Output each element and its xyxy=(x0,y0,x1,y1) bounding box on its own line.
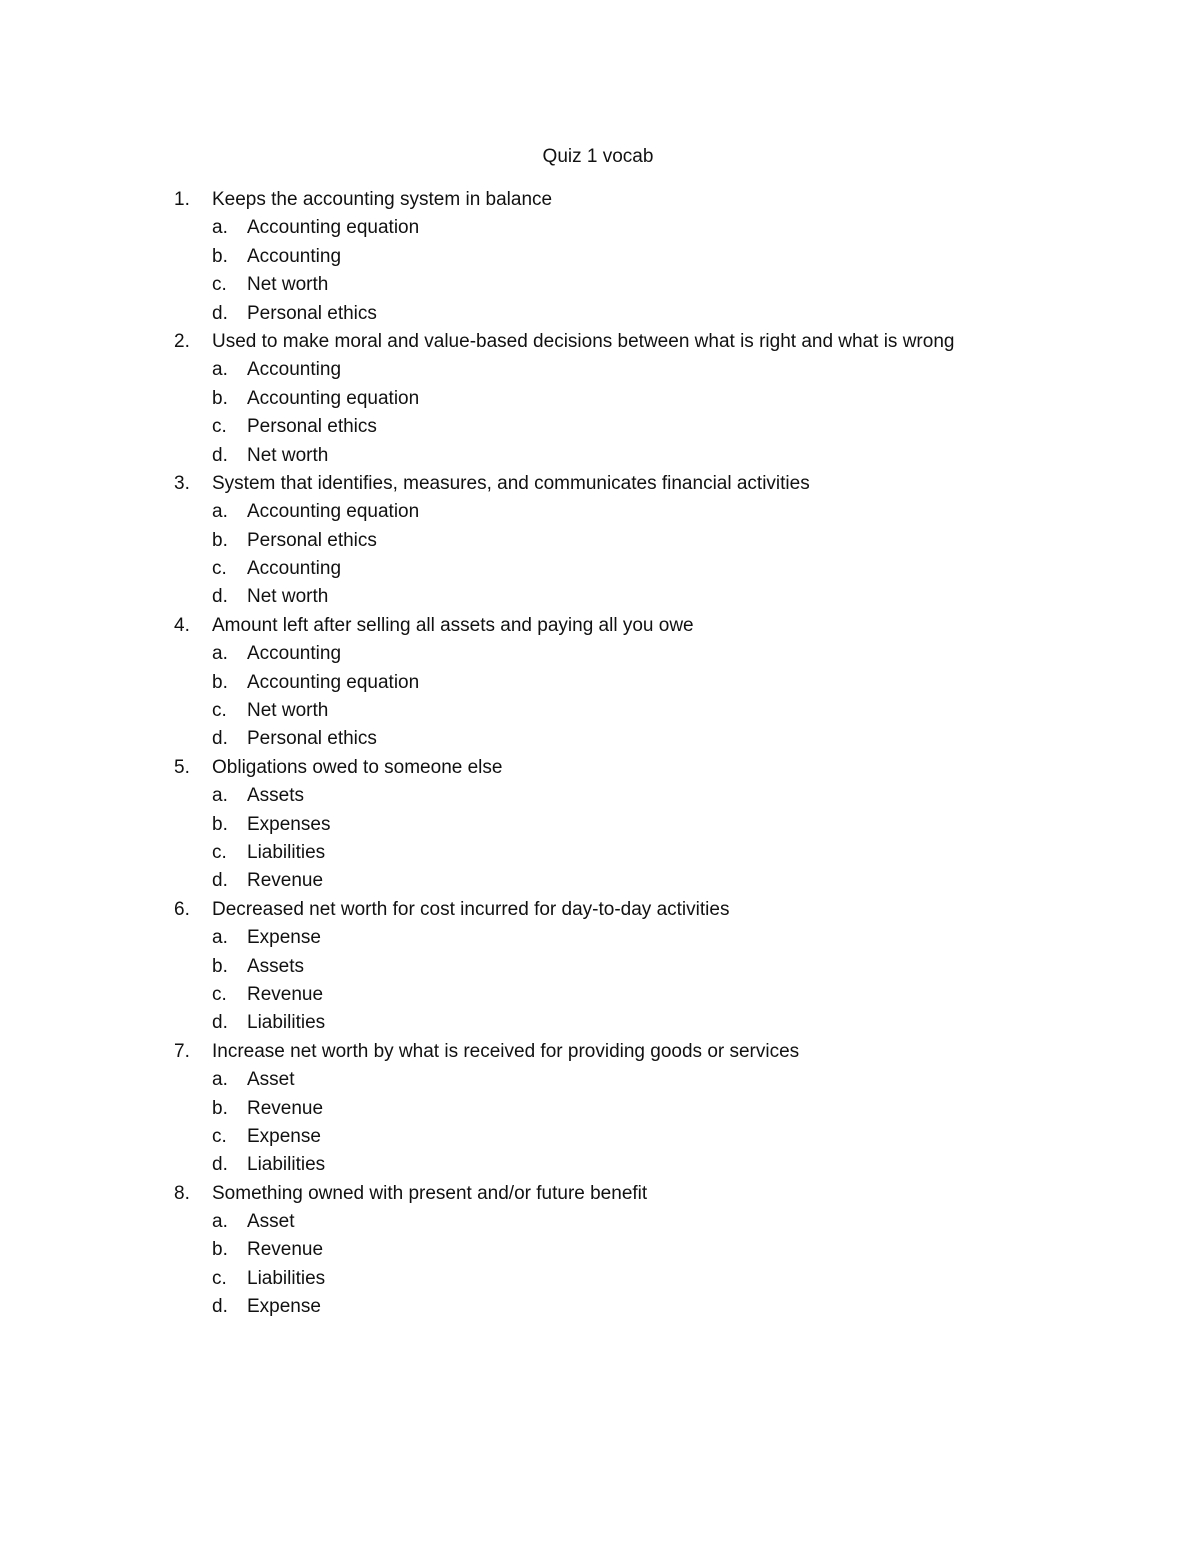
answer-option xyxy=(0,413,1200,441)
option-text: Revenue xyxy=(247,1097,324,1119)
answer-option xyxy=(0,839,1200,867)
question-list xyxy=(0,186,1200,1322)
question-8 xyxy=(0,1180,1200,1208)
answer-option xyxy=(0,1151,1200,1179)
answer-option xyxy=(0,1265,1200,1293)
option-text: Expense xyxy=(247,1125,321,1147)
option-letter: a. xyxy=(212,501,228,523)
option-text: Expenses xyxy=(247,813,331,835)
option-letter: b. xyxy=(212,955,228,977)
answer-option xyxy=(0,385,1200,413)
option-letter: a. xyxy=(212,359,228,381)
option-letter: d. xyxy=(212,302,228,324)
answer-option xyxy=(0,1095,1200,1123)
answer-option xyxy=(0,782,1200,810)
option-text: Accounting xyxy=(247,359,342,381)
answer-option xyxy=(0,442,1200,470)
option-letter: a. xyxy=(212,927,228,949)
option-text: Net worth xyxy=(247,586,329,608)
option-text: Revenue xyxy=(247,1239,324,1261)
question-text: Increase net worth by what is received for providing goods or services xyxy=(212,1040,800,1062)
option-text: Asset xyxy=(247,1211,295,1233)
option-text: Accounting equation xyxy=(247,217,420,239)
option-text: Accounting xyxy=(247,558,342,580)
option-letter: d. xyxy=(212,728,228,750)
option-text: Net worth xyxy=(247,444,329,466)
answer-option xyxy=(0,1236,1200,1264)
option-text: Net worth xyxy=(247,700,329,722)
question-5 xyxy=(0,754,1200,782)
option-text: Revenue xyxy=(247,983,324,1005)
answer-option xyxy=(0,271,1200,299)
question-number: 1. xyxy=(174,189,190,210)
option-text: Liabilities xyxy=(247,1012,326,1034)
option-letter: b. xyxy=(212,671,228,693)
answer-option xyxy=(0,555,1200,583)
option-text: Revenue xyxy=(247,870,324,892)
option-text: Personal ethics xyxy=(247,529,377,551)
answer-option xyxy=(0,867,1200,895)
question-text: System that identifies, measures, and communicates financial activities xyxy=(212,472,810,494)
option-text: Liabilities xyxy=(247,1267,326,1289)
answer-option xyxy=(0,725,1200,753)
option-letter: b. xyxy=(212,1097,228,1119)
option-letter: b. xyxy=(212,529,228,551)
option-letter: a. xyxy=(212,1211,228,1233)
option-letter: b. xyxy=(212,813,228,835)
option-text: Personal ethics xyxy=(247,728,377,750)
option-letter: d. xyxy=(212,1154,228,1176)
option-text: Accounting xyxy=(247,643,342,665)
question-number: 6. xyxy=(174,898,190,920)
question-text: Decreased net worth for cost incurred for day-to-day activities xyxy=(212,898,730,920)
option-letter: b. xyxy=(212,1239,228,1261)
question-text: Keeps the accounting system in balance xyxy=(212,189,553,210)
answer-option xyxy=(0,811,1200,839)
answer-option xyxy=(0,243,1200,271)
option-letter: b. xyxy=(212,245,228,267)
answer-option xyxy=(0,697,1200,725)
option-text: Accounting equation xyxy=(247,501,420,523)
question-number: 5. xyxy=(174,756,190,778)
option-letter: a. xyxy=(212,785,228,807)
option-text: Expense xyxy=(247,927,321,949)
answer-option xyxy=(0,498,1200,526)
option-letter: d. xyxy=(212,1012,228,1034)
answer-option xyxy=(0,1123,1200,1151)
option-text: Accounting xyxy=(247,245,342,267)
question-3 xyxy=(0,470,1200,498)
answer-option xyxy=(0,1208,1200,1236)
answer-option xyxy=(0,640,1200,668)
answer-option xyxy=(0,1009,1200,1037)
question-number: 8. xyxy=(174,1182,190,1204)
option-letter: a. xyxy=(212,643,228,665)
question-text: Amount left after selling all assets and paying all you owe xyxy=(212,614,694,636)
option-text: Liabilities xyxy=(247,1154,326,1176)
option-letter: c. xyxy=(212,558,227,580)
option-letter: b. xyxy=(212,387,228,409)
option-letter: c. xyxy=(212,416,227,438)
option-letter: d. xyxy=(212,1296,228,1318)
answer-option xyxy=(0,300,1200,328)
document-title: Quiz 1 vocab xyxy=(542,146,654,167)
answer-option xyxy=(0,1293,1200,1321)
option-text: Assets xyxy=(247,955,305,977)
question-number: 7. xyxy=(174,1040,190,1062)
option-letter: c. xyxy=(212,700,227,722)
answer-option xyxy=(0,527,1200,555)
question-text: Used to make moral and value-based decisions between what is right and what is wrong xyxy=(212,330,955,352)
question-6 xyxy=(0,896,1200,924)
option-text: Expense xyxy=(247,1296,321,1318)
answer-option xyxy=(0,214,1200,242)
option-letter: d. xyxy=(212,586,228,608)
question-4 xyxy=(0,612,1200,640)
answer-option xyxy=(0,924,1200,952)
question-1 xyxy=(0,186,1200,214)
option-text: Liabilities xyxy=(247,841,326,863)
answer-option xyxy=(0,583,1200,611)
question-7 xyxy=(0,1038,1200,1066)
answer-option xyxy=(0,953,1200,981)
option-letter: c. xyxy=(212,1267,227,1289)
option-text: Net worth xyxy=(247,274,329,296)
answer-option xyxy=(0,669,1200,697)
option-text: Assets xyxy=(247,785,305,807)
option-text: Personal ethics xyxy=(247,416,377,438)
question-text: Something owned with present and/or future benefit xyxy=(212,1182,648,1204)
option-text: Personal ethics xyxy=(247,302,377,324)
answer-option xyxy=(0,356,1200,384)
option-letter: c. xyxy=(212,983,227,1005)
question-number: 4. xyxy=(174,614,190,636)
option-letter: a. xyxy=(212,217,228,239)
option-text: Asset xyxy=(247,1069,295,1091)
question-text: Obligations owed to someone else xyxy=(212,756,503,778)
option-letter: d. xyxy=(212,444,228,466)
option-text: Accounting equation xyxy=(247,671,420,693)
question-2 xyxy=(0,328,1200,356)
question-number: 2. xyxy=(174,330,190,352)
answer-option xyxy=(0,1066,1200,1094)
option-letter: c. xyxy=(212,1125,227,1147)
question-number: 3. xyxy=(174,472,190,494)
answer-option xyxy=(0,981,1200,1009)
option-letter: c. xyxy=(212,841,227,863)
option-letter: d. xyxy=(212,870,228,892)
option-text: Accounting equation xyxy=(247,387,420,409)
option-letter: c. xyxy=(212,274,227,296)
option-letter: a. xyxy=(212,1069,228,1091)
